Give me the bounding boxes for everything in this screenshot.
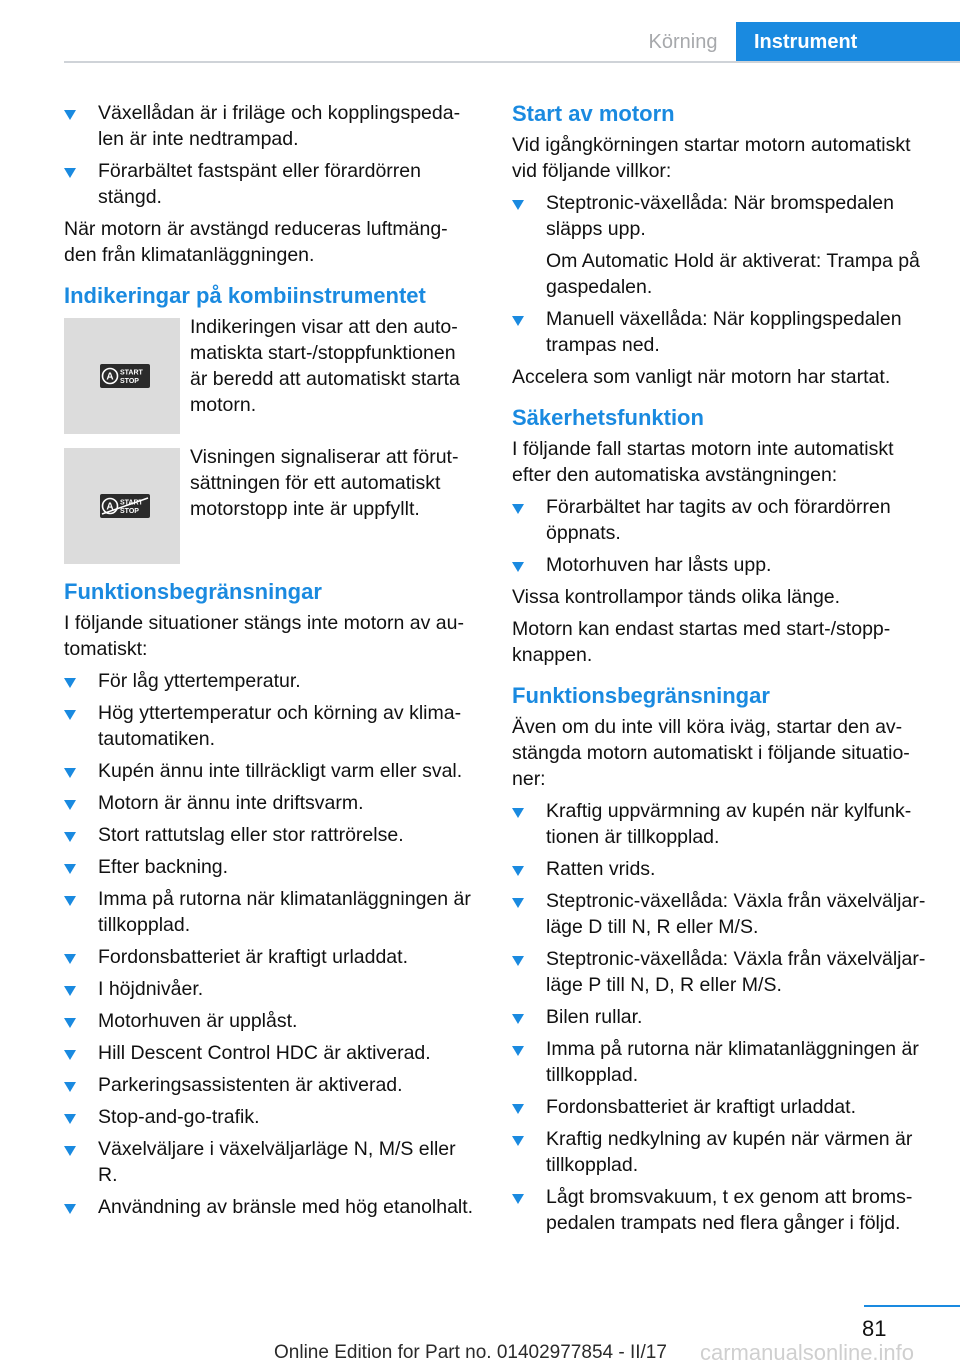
triangle-bullet-icon [64, 954, 76, 964]
triangle-bullet-icon [64, 1146, 76, 1156]
paragraph: Även om du inte vill köra iväg, startar den av-stängda motorn automatiskt i följande situatio-ner: [512, 716, 910, 790]
triangle-bullet-icon [512, 200, 524, 210]
paragraph: Vid igångkörningen startar motorn automatiskt vid följande villkor: [512, 134, 911, 182]
list-item: Imma på rutorna när klimatanläggningen är tillkopplad. [64, 886, 478, 938]
triangle-bullet-icon [512, 562, 524, 572]
section-heading: Funktionsbegränsningar [64, 579, 322, 604]
triangle-bullet-icon [64, 832, 76, 842]
stop-label: STOP [120, 378, 139, 385]
footer-divider [864, 1305, 960, 1307]
list-item: Stop-and-go-trafik. [64, 1104, 478, 1130]
triangle-bullet-icon [512, 1136, 524, 1146]
indicator-image [64, 448, 180, 564]
list-item: Steptronic-växellåda: Växla från växelväljar-läge D till N, R eller M/S. [512, 888, 928, 940]
list-item: I höjdnivåer. [64, 976, 478, 1002]
triangle-bullet-icon [512, 1046, 524, 1056]
paragraph: Accelera som vanligt när motorn har startat. [512, 366, 891, 388]
section-heading: Start av motorn [512, 101, 675, 126]
triangle-bullet-icon [512, 316, 524, 326]
right-column [512, 100, 928, 1242]
triangle-bullet-icon [64, 864, 76, 874]
triangle-bullet-icon [512, 1104, 524, 1114]
page-number: 81 [862, 1316, 887, 1341]
triangle-bullet-icon [64, 1082, 76, 1092]
list-item: Manuell växellåda: När kopplingspedalen trampas ned. [512, 306, 928, 358]
indicator-image [64, 318, 180, 434]
indicator-row [64, 448, 478, 564]
list-item: Kraftig nedkylning av kupén när värmen är tillkopplad. [512, 1126, 928, 1178]
triangle-bullet-icon [512, 1014, 524, 1024]
triangle-bullet-icon [64, 1204, 76, 1214]
list-item: Växelväljare i växelväljarläge N, M/S eller R. [64, 1136, 478, 1188]
paragraph: Vissa kontrollampor tänds olika länge. [512, 586, 841, 608]
start-label: START [120, 369, 143, 377]
tab-koerning[interactable]: Körning [648, 31, 718, 53]
footer-edition: Online Edition for Part no. 01402977854 - II/17 [274, 1342, 667, 1363]
triangle-bullet-icon [64, 986, 76, 996]
list-item: Växellådan är i friläge och kopplingspeda-len är inte nedtrampad. [64, 100, 478, 152]
list-item: Ratten vrids. [512, 856, 928, 882]
list-item: Kupén ännu inte tillräckligt varm eller sval. [64, 758, 478, 784]
svg-text:A: A [106, 371, 114, 383]
list-item: Steptronic-växellåda: Växla från växelväljar-läge P till N, D, R eller M/S. [512, 946, 928, 998]
watermark: carmanualsonline.info [700, 1340, 915, 1365]
svg-text:A: A [106, 501, 114, 513]
list-item: Bilen rullar. [512, 1004, 928, 1030]
triangle-bullet-icon [512, 866, 524, 876]
triangle-bullet-icon [64, 1018, 76, 1028]
auto-start-stop-icon [100, 364, 150, 388]
triangle-bullet-icon [64, 896, 76, 906]
list-item: Förarbältet fastspänt eller förardörren stängd. [64, 158, 478, 210]
paragraph: Motorn kan endast startas med start-/stopp-knappen. [512, 618, 891, 666]
section-heading: Indikeringar på kombiinstrumentet [64, 283, 426, 308]
triangle-bullet-icon [64, 800, 76, 810]
list-item-subtext: Om Automatic Hold är aktiverat: Trampa på gaspedalen. [546, 250, 920, 298]
indicator-description: Indikeringen visar att den auto-matiskta start-/stoppfunktionen är beredd att automatiskt starta motorn. [190, 316, 460, 416]
list-item: Användning av bränsle med hög etanolhalt. [64, 1194, 478, 1220]
paragraph: När motorn är avstängd reduceras luftmäng-den från klimatanläggningen. [64, 218, 448, 266]
triangle-bullet-icon [512, 504, 524, 514]
list-item: Motorhuven har låsts upp. [512, 552, 928, 578]
list-item: Hill Descent Control HDC är aktiverad. [64, 1040, 478, 1066]
triangle-bullet-icon [512, 898, 524, 908]
list-item: Motorhuven är upplåst. [64, 1008, 478, 1034]
tab-instrument[interactable]: Instrument [736, 22, 960, 62]
svg-text:START: START [120, 499, 143, 507]
paragraph: I följande fall startas motorn inte automatiskt efter den automatiska avstängningen: [512, 438, 894, 486]
list-item: Fordonsbatteriet är kraftigt urladdat. [64, 944, 478, 970]
triangle-bullet-icon [64, 1114, 76, 1124]
section-heading: Funktionsbegränsningar [512, 683, 770, 708]
list-item: Förarbältet har tagits av och förardörren öppnats. [512, 494, 928, 546]
list-item: Kraftig uppvärmning av kupén när kylfunk-tionen är tillkopplad. [512, 798, 928, 850]
indicator-row [64, 318, 478, 434]
auto-start-stop-crossed-icon [100, 494, 150, 518]
list-item: Fordonsbatteriet är kraftigt urladdat. [512, 1094, 928, 1120]
list-item: Imma på rutorna när klimatanläggningen är tillkopplad. [512, 1036, 928, 1088]
triangle-bullet-icon [64, 768, 76, 778]
header-divider [64, 61, 960, 63]
triangle-bullet-icon [64, 168, 76, 178]
left-column [64, 100, 478, 1226]
list-item: Motorn är ännu inte driftsvarm. [64, 790, 478, 816]
svg-text:STOP: STOP [120, 508, 139, 515]
list-item: Efter backning. [64, 854, 478, 880]
triangle-bullet-icon [512, 1194, 524, 1204]
triangle-bullet-icon [512, 956, 524, 966]
page-header [0, 0, 960, 62]
list-item: För låg yttertemperatur. [64, 668, 478, 694]
list-item: Parkeringsassistenten är aktiverad. [64, 1072, 478, 1098]
triangle-bullet-icon [64, 110, 76, 120]
indicator-description: Visningen signaliserar att förut-sättningen för ett automatiskt motorstopp inte är uppfyllt. [190, 446, 459, 520]
list-item: Lågt bromsvakuum, t ex genom att broms-pedalen trampats ned flera gånger i följd. [512, 1184, 928, 1236]
triangle-bullet-icon [64, 710, 76, 720]
triangle-bullet-icon [64, 678, 76, 688]
triangle-bullet-icon [512, 808, 524, 818]
list-item: Hög yttertemperatur och körning av klima-tautomatiken. [64, 700, 478, 752]
paragraph: I följande situationer stängs inte motorn av au-tomatiskt: [64, 612, 464, 660]
list-item: Stort rattutslag eller stor rattrörelse. [64, 822, 478, 848]
list-item: Steptronic-växellåda: När bromspedalen släpps upp. [512, 190, 928, 242]
triangle-bullet-icon [64, 1050, 76, 1060]
section-heading: Säkerhetsfunktion [512, 405, 704, 430]
